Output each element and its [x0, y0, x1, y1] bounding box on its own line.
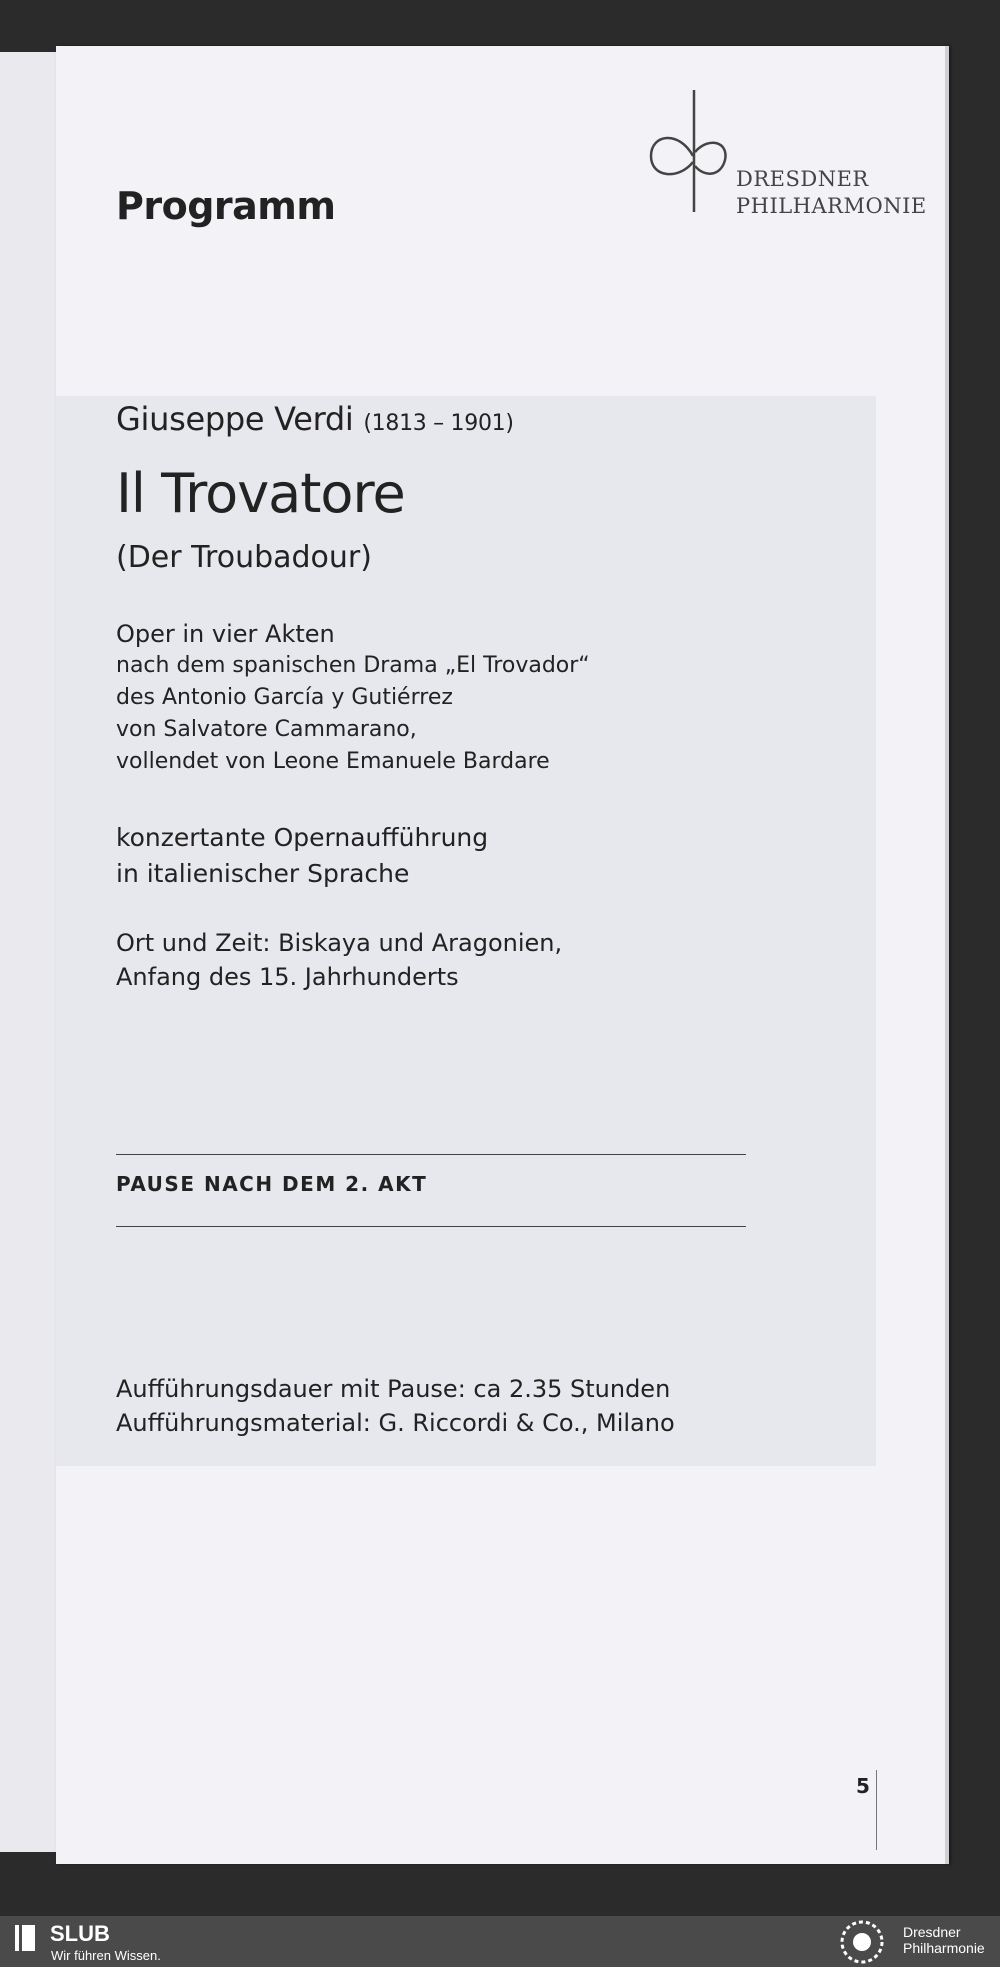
page-edge	[945, 46, 949, 1864]
description-line: vollendet von Leone Emanuele Bardare	[116, 749, 550, 774]
logo-line-1: DRESDNER	[736, 167, 869, 191]
performance-info	[116, 820, 488, 892]
duration-info	[116, 1372, 675, 1440]
opera-subtitle: (Der Troubadour)	[116, 540, 372, 575]
composer-name: Giuseppe Verdi	[116, 400, 354, 438]
logo-line-2: PHILHARMONIE	[736, 194, 927, 218]
library-name: SLUB	[50, 1921, 110, 1946]
performance-line: in italienischer Sprache	[116, 859, 410, 888]
dp-logo-icon	[601, 90, 731, 220]
description-line: Oper in vier Akten	[116, 620, 335, 648]
composer	[116, 400, 514, 438]
composer-years: (1813 – 1901)	[363, 411, 514, 436]
divider-top	[116, 1154, 746, 1155]
opera-description	[116, 618, 590, 778]
pause-note: PAUSE NACH DEM 2. AKT	[116, 1172, 428, 1196]
setting-line: Ort und Zeit: Biskaya und Aragonien,	[116, 929, 563, 957]
duration-line: Aufführungsdauer mit Pause: ca 2.35 Stunden	[116, 1375, 671, 1403]
partner-name	[903, 1924, 985, 1956]
slub-book-icon	[15, 1925, 35, 1951]
document-page	[56, 46, 949, 1864]
footer-bar	[0, 1916, 1000, 1967]
philharmonie-emblem-icon	[840, 1920, 884, 1964]
partner-line-1: Dresdner	[903, 1924, 961, 1940]
dresdner-philharmonie-logo	[601, 90, 927, 220]
duration-line: Aufführungsmaterial: G. Riccordi & Co., Milano	[116, 1409, 675, 1437]
page-number: 5	[856, 1774, 870, 1798]
setting-info	[116, 926, 562, 994]
opera-title: Il Trovatore	[116, 462, 405, 525]
performance-line: konzertante Opernaufführung	[116, 823, 489, 852]
partner-line-2: Philharmonie	[903, 1940, 985, 1956]
library-tagline: Wir führen Wissen.	[51, 1948, 161, 1963]
page-title: Programm	[116, 184, 336, 228]
description-line: nach dem spanischen Drama „El Trovador“	[116, 653, 590, 678]
page-number-rule	[876, 1770, 877, 1850]
description-line: von Salvatore Cammarano,	[116, 717, 417, 742]
divider-bottom	[116, 1226, 746, 1227]
left-page-edge	[0, 52, 58, 1852]
description-line: des Antonio García y Gutiérrez	[116, 685, 453, 710]
setting-line: Anfang des 15. Jahrhunderts	[116, 963, 459, 991]
